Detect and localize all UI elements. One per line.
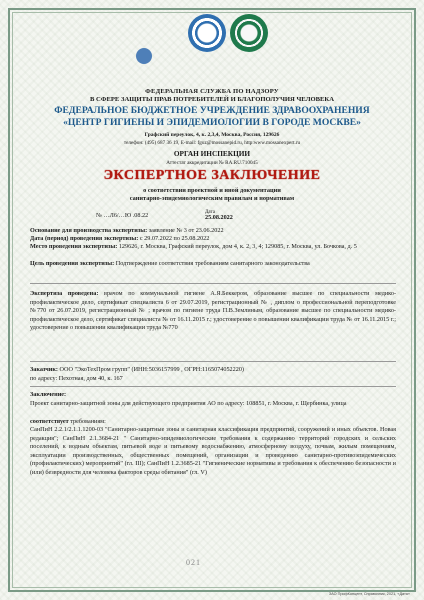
conclusion-label: Заключение: (30, 391, 67, 398)
section-divider (30, 386, 396, 387)
compliance-label: соответствует требованиям: (30, 418, 106, 425)
center-hygiene-logo-icon (230, 14, 268, 52)
field-period: Дата (период) проведения экспертизы: с 29.07.2022 по 25.08.2022 (30, 235, 210, 242)
organization-contacts: телефон: (495) 687 36 19, E-mail: fguz@mossanepid.ru, http:www.mossanexpert.ru (123, 140, 301, 146)
document-number: № …Л6/…Ю .08.22 (96, 212, 149, 219)
agency-line-2: В СФЕРЕ ЗАЩИТЫ ПРАВ ПОТРЕБИТЕЛЕЙ И БЛАГОПОЛУЧИЯ ЧЕЛОВЕКА (90, 96, 334, 103)
document-subtitle-1: о соответствии проектной и иной документации (143, 187, 281, 194)
compliance-text: СанПиН 2.2.1/2.1.1.1200-03 "Санитарно-защитные зоны и санитарная классификация предприятий, сооружений и иных объектов. Новая редакция"; СанПиН 2.1.3684-21 " Санитарно-эпидемиологические требования к содержанию территорий городских и сельских поселений, к водным объектам, питьевой воде и питьевому водоснабжению, атмосферному воздуху, почвам, жилым помещениям, эксплуатации производственных, общественных помещений, организации и проведению санитарно-противоэпидемических (профилактических) мероприятий" (гл. III); СанПиН 1.2.3685-21 "Гигиенические нормативы и требования к обеспечению безопасности и (или) безвредности для человека факторов среды обитания" (гл. V) (30, 426, 396, 476)
agency-line-1: ФЕДЕРАЛЬНАЯ СЛУЖБА ПО НАДЗОРУ (145, 88, 279, 95)
section-divider (30, 361, 396, 362)
footer-note: ЗАО ПрофКонцепт, Справочник, 2021, «Дата» (328, 592, 410, 596)
conclusion-text: Проект санитарно-защитной зоны для действующего предприятия АО по адресу: 108851, г. Москва, г. Щербинка, улица (30, 400, 347, 407)
field-purpose: Цель проведения экспертизы: Подтверждение соответствия требованиям санитарного законодательства (30, 260, 310, 267)
customer-address: по адресу: Пехотная, дом 40, к. 167 (30, 375, 123, 382)
organization-address: Графский переулок, 4, к. 2,3,4, Москва, Россия, 129626 (144, 132, 280, 138)
document-date-label: Дата (205, 210, 215, 215)
document-title: ЭКСПЕРТНОЕ ЗАКЛЮЧЕНИЕ (103, 168, 321, 183)
expertise-section: Экспертиза проведена: врачом по коммунальной гигиене А.Я.Беккером, образование высшее по специальности медико-профилактическое дело, сертификат специалиста 6 от 29.07.2019, регистрационный № , диплом о профессиональной переподготовке №770 от 26.07.2019, регистрационный № ; врачом по гигиене труда П.В.Землиным, образование высшее по специальности медико-профилактическое дело, сертификат специалиста № от 16.11.2015 г.; удостоверение о повышении квалификации труда № от 16.11.2015 г.; удостоверение о повышении квалификации труда №770 (30, 290, 397, 331)
inspection-body-title: ОРГАН ИНСПЕКЦИИ (173, 149, 251, 158)
document-date: 25.08.2022 (205, 214, 233, 221)
document-subtitle-2: санитарно-эпидемиологическим правилам и нормативам (129, 195, 295, 202)
accreditation-number: Аттестат аккредитации № RA.RU.710045 (166, 160, 258, 166)
field-basis: Основание для производства экспертизы: заявление № 3 от 23.06.2022 (30, 227, 224, 234)
page-number: 021 (186, 558, 201, 567)
section-divider (30, 283, 396, 284)
organization-name-1: ФЕДЕРАЛЬНОЕ БЮДЖЕТНОЕ УЧРЕЖДЕНИЕ ЗДРАВООХРАНЕНИЯ (54, 105, 370, 116)
blue-stamp-icon (136, 48, 152, 64)
field-place: Место проведения экспертизы: 129626, г. Москва, Графский переулок, дом 4, к. 2, 3, 4; 129085, г. Москва, ул. Бочкова, д. 5 (30, 243, 357, 250)
rospotrebnadzor-logo-icon (188, 14, 226, 52)
customer-section: Заказчик: ООО "ЭкоТехПром групп" (ИНН:5036157999 , ОГРН:1165074052220) (30, 366, 244, 373)
organization-name-2: «ЦЕНТР ГИГИЕНЫ И ЭПИДЕМИОЛОГИИ В ГОРОДЕ МОСКВЕ» (63, 117, 361, 128)
